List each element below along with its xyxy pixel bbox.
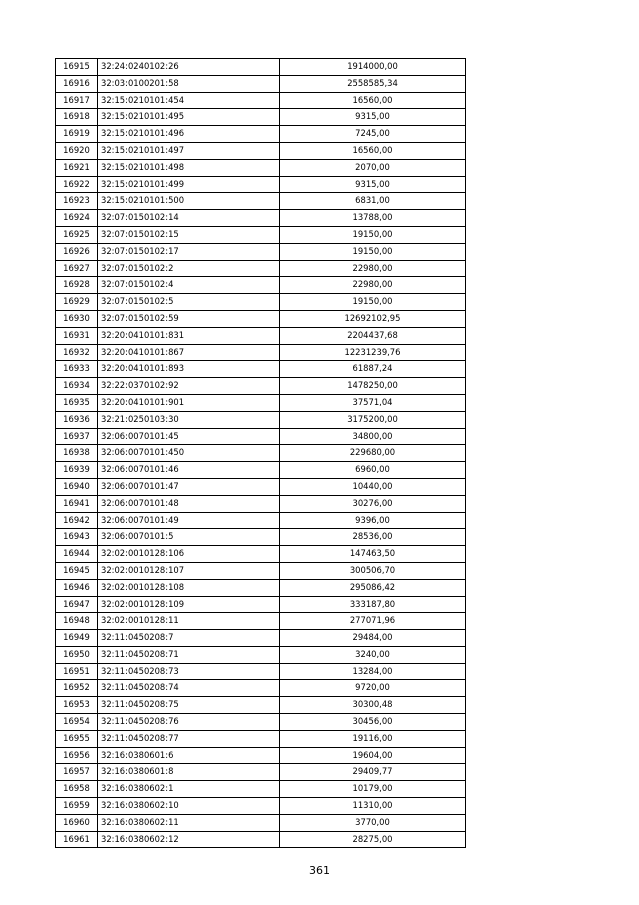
cadastral-number-cell: 32:20:0410101:831	[98, 327, 280, 344]
row-number-cell: 16952	[56, 680, 98, 697]
table-row	[56, 646, 466, 663]
page-number: 361	[309, 864, 330, 877]
cadastral-number-cell: 32:11:0450208:77	[98, 730, 280, 747]
value-cell: 19604,00	[280, 747, 466, 764]
cadastral-number-cell: 32:11:0450208:74	[98, 680, 280, 697]
cadastral-number-cell: 32:16:0380602:11	[98, 814, 280, 831]
row-number-cell: 16929	[56, 294, 98, 311]
value-cell: 277071,96	[280, 613, 466, 630]
row-number-cell: 16921	[56, 159, 98, 176]
row-number-cell: 16944	[56, 546, 98, 563]
cadastral-number-cell: 32:22:0370102:92	[98, 378, 280, 395]
row-number-cell: 16926	[56, 243, 98, 260]
value-cell: 37571,04	[280, 394, 466, 411]
value-cell: 19150,00	[280, 243, 466, 260]
cadastral-number-cell: 32:11:0450208:73	[98, 663, 280, 680]
row-number-cell: 16953	[56, 697, 98, 714]
value-cell: 28536,00	[280, 529, 466, 546]
cadastral-number-cell: 32:07:0150102:4	[98, 277, 280, 294]
table-row	[56, 109, 466, 126]
table-row	[56, 714, 466, 731]
row-number-cell: 16947	[56, 596, 98, 613]
table-row	[56, 210, 466, 227]
row-number-cell: 16948	[56, 613, 98, 630]
value-cell: 6831,00	[280, 193, 466, 210]
value-cell: 61887,24	[280, 361, 466, 378]
table-row	[56, 361, 466, 378]
table-row	[56, 126, 466, 143]
row-number-cell: 16923	[56, 193, 98, 210]
cadastral-number-cell: 32:15:0210101:495	[98, 109, 280, 126]
table-row	[56, 75, 466, 92]
value-cell: 2204437,68	[280, 327, 466, 344]
cadastral-number-cell: 32:07:0150102:2	[98, 260, 280, 277]
cadastral-number-cell: 32:02:0010128:107	[98, 562, 280, 579]
table-row	[56, 142, 466, 159]
row-number-cell: 16950	[56, 646, 98, 663]
row-number-cell: 16937	[56, 428, 98, 445]
row-number-cell: 16935	[56, 394, 98, 411]
table-row	[56, 428, 466, 445]
row-number-cell: 16924	[56, 210, 98, 227]
row-number-cell: 16915	[56, 59, 98, 76]
row-number-cell: 16933	[56, 361, 98, 378]
value-cell: 9315,00	[280, 176, 466, 193]
cadastral-number-cell: 32:11:0450208:71	[98, 646, 280, 663]
table-row	[56, 226, 466, 243]
table-row	[56, 663, 466, 680]
table-row	[56, 781, 466, 798]
table-row	[56, 697, 466, 714]
value-cell: 34800,00	[280, 428, 466, 445]
cadastral-number-cell: 32:06:0070101:45	[98, 428, 280, 445]
cadastral-number-cell: 32:15:0210101:498	[98, 159, 280, 176]
table-row	[56, 411, 466, 428]
row-number-cell: 16932	[56, 344, 98, 361]
row-number-cell: 16954	[56, 714, 98, 731]
value-cell: 229680,00	[280, 445, 466, 462]
table-row	[56, 394, 466, 411]
table-row	[56, 798, 466, 815]
value-cell: 2558585,34	[280, 75, 466, 92]
row-number-cell: 16918	[56, 109, 98, 126]
cadastral-number-cell: 32:06:0070101:49	[98, 512, 280, 529]
table-row	[56, 579, 466, 596]
cadastral-number-cell: 32:15:0210101:497	[98, 142, 280, 159]
cadastral-number-cell: 32:20:0410101:901	[98, 394, 280, 411]
value-cell: 29484,00	[280, 630, 466, 647]
table-row	[56, 764, 466, 781]
cadastral-number-cell: 32:20:0410101:867	[98, 344, 280, 361]
value-cell: 12231239,76	[280, 344, 466, 361]
value-cell: 22980,00	[280, 260, 466, 277]
cadastral-number-cell: 32:06:0070101:5	[98, 529, 280, 546]
cadastral-number-cell: 32:16:0380601:8	[98, 764, 280, 781]
cadastral-number-cell: 32:24:0240102:26	[98, 59, 280, 76]
table-row	[56, 512, 466, 529]
cadastral-number-cell: 32:16:0380602:1	[98, 781, 280, 798]
value-cell: 13788,00	[280, 210, 466, 227]
cadastral-number-cell: 32:02:0010128:108	[98, 579, 280, 596]
row-number-cell: 16922	[56, 176, 98, 193]
cadastral-number-cell: 32:11:0450208:75	[98, 697, 280, 714]
cadastral-number-cell: 32:11:0450208:76	[98, 714, 280, 731]
row-number-cell: 16928	[56, 277, 98, 294]
value-cell: 11310,00	[280, 798, 466, 815]
cadastral-number-cell: 32:07:0150102:5	[98, 294, 280, 311]
table-row	[56, 680, 466, 697]
cadastral-number-cell: 32:15:0210101:454	[98, 92, 280, 109]
table-row	[56, 730, 466, 747]
row-number-cell: 16958	[56, 781, 98, 798]
row-number-cell: 16925	[56, 226, 98, 243]
row-number-cell: 16930	[56, 310, 98, 327]
row-number-cell: 16955	[56, 730, 98, 747]
cadastral-number-cell: 32:15:0210101:500	[98, 193, 280, 210]
row-number-cell: 16945	[56, 562, 98, 579]
row-number-cell: 16936	[56, 411, 98, 428]
row-number-cell: 16934	[56, 378, 98, 395]
row-number-cell: 16927	[56, 260, 98, 277]
value-cell: 10179,00	[280, 781, 466, 798]
data-table	[55, 58, 466, 848]
table-row	[56, 596, 466, 613]
cadastral-number-cell: 32:20:0410101:893	[98, 361, 280, 378]
row-number-cell: 16939	[56, 462, 98, 479]
table-row	[56, 747, 466, 764]
table-row	[56, 243, 466, 260]
row-number-cell: 16931	[56, 327, 98, 344]
table-row	[56, 546, 466, 563]
value-cell: 6960,00	[280, 462, 466, 479]
table-row	[56, 831, 466, 848]
row-number-cell: 16920	[56, 142, 98, 159]
row-number-cell: 16941	[56, 495, 98, 512]
value-cell: 10440,00	[280, 478, 466, 495]
value-cell: 29409,77	[280, 764, 466, 781]
cadastral-number-cell: 32:06:0070101:450	[98, 445, 280, 462]
value-cell: 16560,00	[280, 92, 466, 109]
value-cell: 295086,42	[280, 579, 466, 596]
value-cell: 147463,50	[280, 546, 466, 563]
value-cell: 2070,00	[280, 159, 466, 176]
cadastral-number-cell: 32:06:0070101:47	[98, 478, 280, 495]
table-row	[56, 613, 466, 630]
value-cell: 13284,00	[280, 663, 466, 680]
value-cell: 1478250,00	[280, 378, 466, 395]
cadastral-number-cell: 32:16:0380602:12	[98, 831, 280, 848]
row-number-cell: 16917	[56, 92, 98, 109]
row-number-cell: 16943	[56, 529, 98, 546]
table-row	[56, 260, 466, 277]
cadastral-number-cell: 32:02:0010128:109	[98, 596, 280, 613]
row-number-cell: 16961	[56, 831, 98, 848]
value-cell: 12692102,95	[280, 310, 466, 327]
table-row	[56, 159, 466, 176]
table-body	[56, 59, 466, 848]
row-number-cell: 16938	[56, 445, 98, 462]
table-row	[56, 277, 466, 294]
table-row	[56, 529, 466, 546]
cadastral-number-cell: 32:21:0250103:30	[98, 411, 280, 428]
table-row	[56, 814, 466, 831]
cadastral-number-cell: 32:06:0070101:46	[98, 462, 280, 479]
row-number-cell: 16957	[56, 764, 98, 781]
cadastral-number-cell: 32:02:0010128:11	[98, 613, 280, 630]
table-row	[56, 344, 466, 361]
table-row	[56, 495, 466, 512]
cadastral-number-cell: 32:07:0150102:59	[98, 310, 280, 327]
value-cell: 22980,00	[280, 277, 466, 294]
value-cell: 300506,70	[280, 562, 466, 579]
table-row	[56, 478, 466, 495]
cadastral-number-cell: 32:15:0210101:499	[98, 176, 280, 193]
table-row	[56, 310, 466, 327]
table-row	[56, 294, 466, 311]
row-number-cell: 16949	[56, 630, 98, 647]
value-cell: 19150,00	[280, 226, 466, 243]
cadastral-number-cell: 32:16:0380601:6	[98, 747, 280, 764]
table-row	[56, 462, 466, 479]
value-cell: 3240,00	[280, 646, 466, 663]
value-cell: 9315,00	[280, 109, 466, 126]
row-number-cell: 16960	[56, 814, 98, 831]
table-row	[56, 378, 466, 395]
row-number-cell: 16916	[56, 75, 98, 92]
value-cell: 3770,00	[280, 814, 466, 831]
value-cell: 16560,00	[280, 142, 466, 159]
table-row	[56, 59, 466, 76]
value-cell: 30300,48	[280, 697, 466, 714]
value-cell: 9396,00	[280, 512, 466, 529]
value-cell: 30276,00	[280, 495, 466, 512]
cadastral-number-cell: 32:07:0150102:14	[98, 210, 280, 227]
table-row	[56, 562, 466, 579]
cadastral-number-cell: 32:15:0210101:496	[98, 126, 280, 143]
row-number-cell: 16946	[56, 579, 98, 596]
value-cell: 7245,00	[280, 126, 466, 143]
value-cell: 19150,00	[280, 294, 466, 311]
cadastral-number-cell: 32:16:0380602:10	[98, 798, 280, 815]
cadastral-number-cell: 32:07:0150102:15	[98, 226, 280, 243]
value-cell: 30456,00	[280, 714, 466, 731]
value-cell: 19116,00	[280, 730, 466, 747]
table-row	[56, 327, 466, 344]
table-row	[56, 176, 466, 193]
value-cell: 28275,00	[280, 831, 466, 848]
cadastral-number-cell: 32:06:0070101:48	[98, 495, 280, 512]
value-cell: 1914000,00	[280, 59, 466, 76]
value-cell: 3175200,00	[280, 411, 466, 428]
table-row	[56, 92, 466, 109]
row-number-cell: 16959	[56, 798, 98, 815]
row-number-cell: 16951	[56, 663, 98, 680]
row-number-cell: 16956	[56, 747, 98, 764]
cadastral-number-cell: 32:03:0100201:58	[98, 75, 280, 92]
cadastral-number-cell: 32:02:0010128:106	[98, 546, 280, 563]
row-number-cell: 16940	[56, 478, 98, 495]
table-row	[56, 445, 466, 462]
cadastral-number-cell: 32:11:0450208:7	[98, 630, 280, 647]
cadastral-number-cell: 32:07:0150102:17	[98, 243, 280, 260]
table-row	[56, 630, 466, 647]
table-row	[56, 193, 466, 210]
value-cell: 333187,80	[280, 596, 466, 613]
row-number-cell: 16919	[56, 126, 98, 143]
row-number-cell: 16942	[56, 512, 98, 529]
value-cell: 9720,00	[280, 680, 466, 697]
